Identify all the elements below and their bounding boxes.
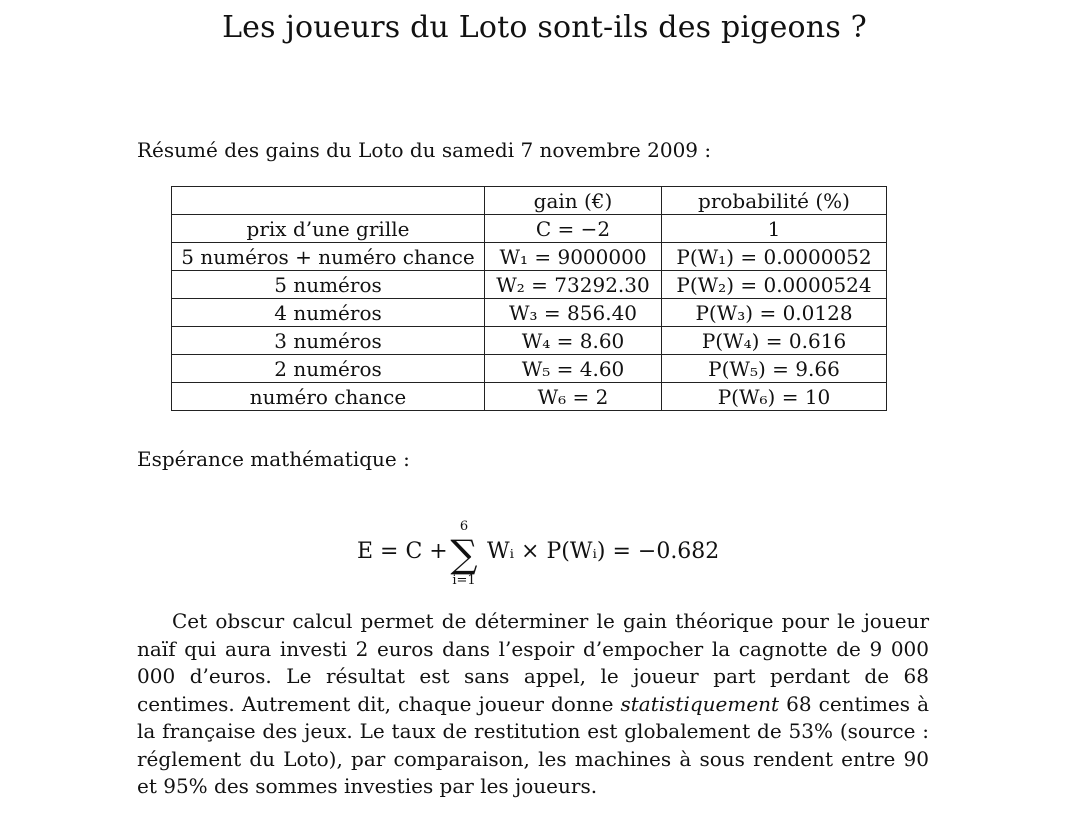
sum-upper-bound: 6 [459,519,469,534]
table-cell: C = −2 [485,215,662,243]
page-title: Les joueurs du Loto sont-ils des pigeons ? [222,10,867,45]
table-row [172,355,887,383]
table-cell: W₃ = 856.40 [485,299,662,327]
table-row [172,271,887,299]
table-cell: W₄ = 8.60 [485,327,662,355]
paragraph-text-start: Cet obscur calcul permet de déterminer le gain théorique pour le joueur naïf qui aura investi 2 euros dans l’espoir d’empocher la cagnotte de 9 000 000 d’euros. Le résultat est sans appel, le joueur part perdant de 68 centimes. Autrement dit, chaque joueur donne [137,609,929,716]
table-cell: 1 [662,215,887,243]
paragraph-text [137,608,929,801]
table-cell: W₅ = 4.60 [485,355,662,383]
table-header-row [172,187,887,215]
explanation-paragraph [137,608,929,801]
table-cell: W₆ = 2 [485,383,662,411]
table-cell: P(W₅) = 9.66 [662,355,887,383]
table-cell: P(W₂) = 0.0000524 [662,271,887,299]
table-cell: P(W₁) = 0.0000052 [662,243,887,271]
table-cell: W₁ = 9000000 [485,243,662,271]
table-cell: P(W₃) = 0.0128 [662,299,887,327]
summation [447,520,481,588]
table-cell: P(W₆) = 10 [662,383,887,411]
table-cell: 5 numéros + numéro chance [172,243,485,271]
gains-table [171,186,887,411]
formula-lhs: E = C + [357,539,448,564]
table-header-cell: probabilité (%) [662,187,887,215]
table-row [172,215,887,243]
table-row [172,383,887,411]
table-header-cell [172,187,485,215]
table-cell: 2 numéros [172,355,485,383]
paragraph-text-end: 68 centimes à la française des jeux. Le taux de restitution est globalement de 53% (source : réglement du Loto), par comparaison, les machines à sous rendent entre 90 et 95% des sommes investies par les joueurs. [137,691,929,798]
table-header-cell: gain (€) [485,187,662,215]
table-cell: prix d’une grille [172,215,485,243]
table-row [172,299,887,327]
table-cell: 5 numéros [172,271,485,299]
table-cell: P(W₄) = 0.616 [662,327,887,355]
formula-rhs: Wᵢ × P(Wᵢ) = −0.682 [487,539,720,564]
table-cell: numéro chance [172,383,485,411]
table-cell: W₂ = 73292.30 [485,271,662,299]
summary-heading: Résumé des gains du Loto du samedi 7 novembre 2009 : [137,138,712,162]
sigma-symbol: ∑ [450,532,478,576]
table-row [172,243,887,271]
table-cell: 4 numéros [172,299,485,327]
paragraph-emphasis: statistiquement [620,691,780,716]
sum-lower-bound: i=1 [452,573,476,588]
table-row [172,327,887,355]
table-cell: 3 numéros [172,327,485,355]
expectation-heading: Espérance mathématique : [137,447,410,471]
